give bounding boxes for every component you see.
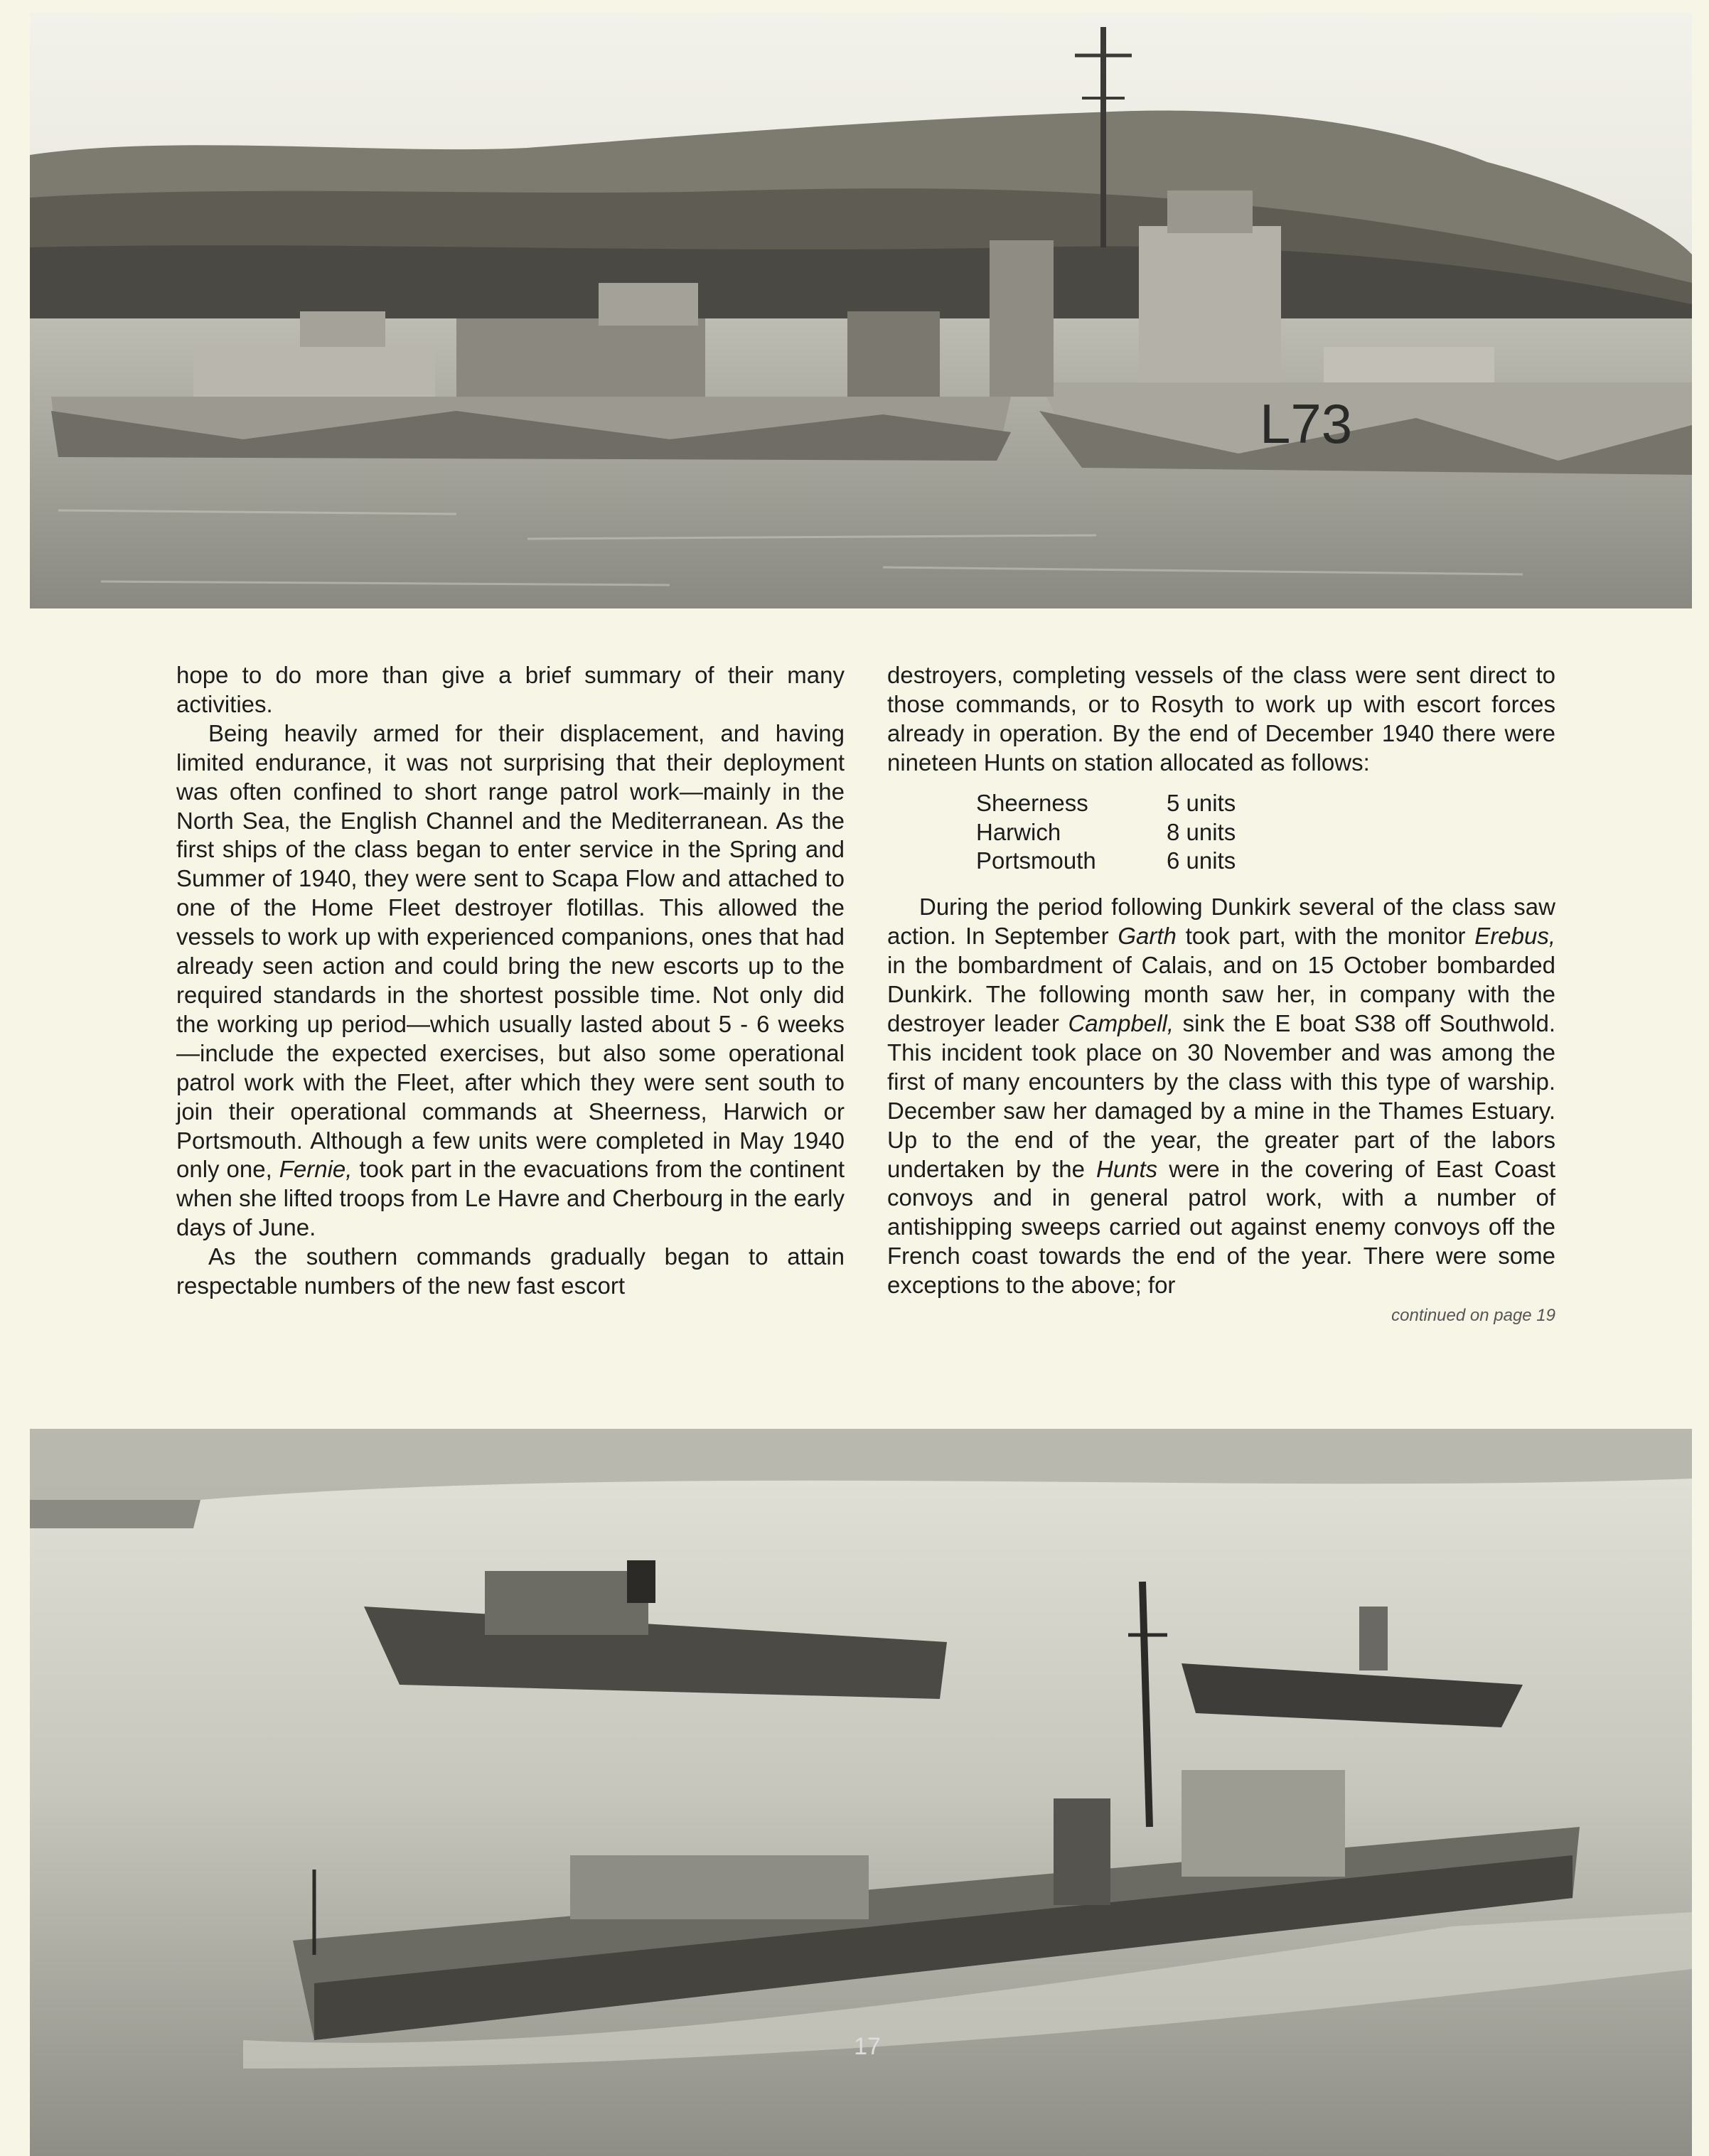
- page-number: 17: [854, 2033, 881, 2060]
- paragraph-dunkirk: During the period following Dunkirk several of the class saw action. In September Garth took part, with the monitor Erebus, in the bombardment of Calais, and on 15 October bombarded Dunkirk. The following month saw her, in company with the destroyer leader Campbell, sink the E boat S38 off Southwold. This incident took place on 30 November and was among the first of many encounters by the class with this type of warship. December saw her damaged by a mine in the Thames Estuary. Up to the end of the year, the greater part of the labors undertaken by the Hunts were in the covering of East Coast convoys and in general patrol work, with a number of antishipping sweeps carried out against enemy convoys off the French coast towards the end of the year. There were some exceptions to the above; for: [887, 894, 1556, 1299]
- port-name: Sheerness: [976, 789, 1088, 816]
- unit-count: 6 units: [1167, 847, 1236, 874]
- paragraph: destroyers, completing vessels of the class were sent direct to those commands, or to Rosyth to work up with escort forces already in operation. By the end of December 1940 there were nineteen Hunts on station allocated as follows:: [887, 662, 1555, 776]
- paragraph-deployment: Being heavily armed for their displacement, and having limited endurance, it was not surprising that their deployment was often confined to short range patrol work—mainly in the North Sea, the English Channel and the Mediterranean. As the first ships of the class began to enter service in the Spring and Summer of 1940, they were sent to Scapa Flow and attached to one of the Home Fleet destroyer flotillas. This allowed the vessels to work up with experienced companions, ones that had already seen action and could bring the new escorts up to the required standards in the shortest possible time. Not only did the working up period—which usually lasted about 5 - 6 weeks—include the expected exercises, but also some operational patrol work with the Fleet, after which they were sent south to join their operational commands at Sheerness, Harwich or Portsmouth. Although a few units were completed in May 1940 only one, Fernie, took part in the evacuations from the continent when she lifted troops from Le Havre and Cherbourg in the early days of June.: [176, 719, 845, 1241]
- port-name: Harwich: [976, 818, 1061, 845]
- ship-name: Garth: [1118, 923, 1177, 950]
- ship-name: Erebus,: [1474, 923, 1556, 950]
- unit-count: 8 units: [1167, 818, 1236, 845]
- hull-number: L73: [1260, 392, 1353, 455]
- table-row: [976, 847, 1236, 876]
- paragraph: hope to do more than give a brief summary of their many activities.: [176, 662, 845, 717]
- text-column-left: [176, 661, 845, 1301]
- port-name: Portsmouth: [976, 847, 1096, 874]
- continued-note: continued on page 19: [1391, 1306, 1555, 1326]
- ship-name: Campbell,: [1068, 1009, 1174, 1036]
- table-row: [976, 789, 1236, 818]
- photo-top-svg: [30, 13, 1692, 608]
- text-column-right: [887, 661, 1555, 1331]
- allocation-table: [976, 789, 1236, 876]
- photo-destroyers-at-anchor: [30, 13, 1692, 608]
- unit-count: 5 units: [1167, 789, 1236, 816]
- class-name: Hunts: [1095, 1155, 1158, 1182]
- paragraph: As the southern commands gradually began to attain respectable numbers of the new fast escort: [176, 1243, 845, 1299]
- ship-name: Fernie,: [279, 1156, 353, 1183]
- table-row: [976, 818, 1236, 847]
